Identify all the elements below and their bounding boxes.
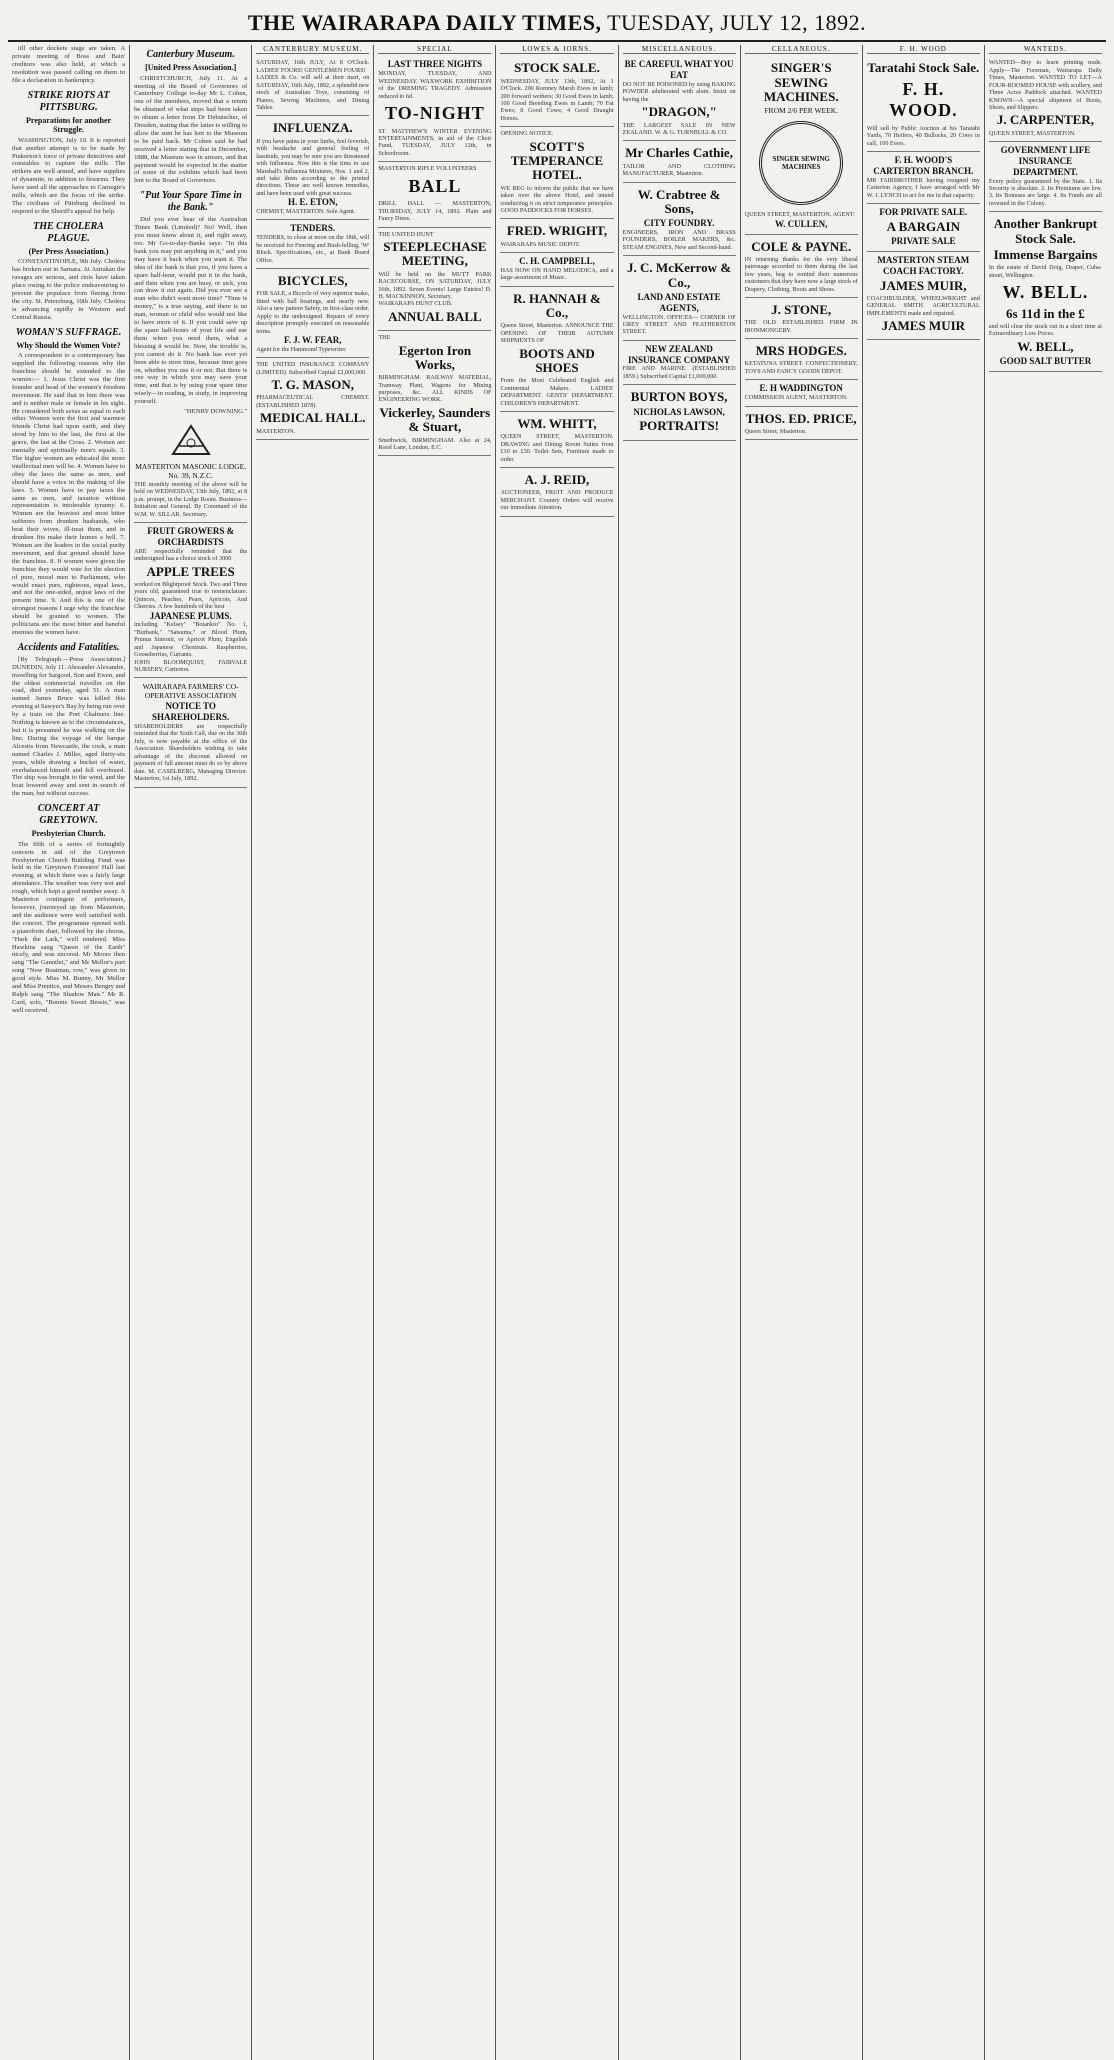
ad-sub: CITY FOUNDRY. bbox=[643, 218, 715, 229]
ad-steeplechase: THE UNITED HUNT STEEPLECHASE MEETING, Will be held on the MUTT PARK RACECOURSE, ON SATURDAY, JULY 16th, 1892. Seven Events! Large Entries! D. H. MACKINNON, Secretary. WAIRARAPA HUNT CLUB. ANNUAL BALL bbox=[378, 228, 491, 332]
ad-scotts-hotel: OPENING NOTICE. SCOTT'S TEMPERANCE HOTEL. WE BEG to inform the public that we have taken over the above Hotel, and intend conducting it on strict temperance principles. GOOD PADDOCKS FOR HORSES. bbox=[500, 127, 613, 219]
ad-masonic-lodge: MASTERTON MASONIC LODGE, No. 39, N.Z.C. THE monthly meeting of the above will be held on WEDNESDAY, 13th July, 1892, at 8 p.m. prompt, in the Lodge Room. Business—Initiation and General. By Command of the W.M. W. SILLAR, Secretary. bbox=[134, 421, 247, 523]
ad-stone: J. STONE, THE OLD ESTABLISHED FIRM IN IRONMONGERY. bbox=[745, 298, 858, 339]
column-header: CANTERBURY MUSEUM. bbox=[256, 45, 369, 54]
ad-heading: STOCK SALE. bbox=[514, 60, 600, 76]
ad-heading: J. STONE, bbox=[771, 302, 832, 317]
ad-cathie: Mr Charles Cathie, TAILOR AND CLOTHING MANUFACTURER, Masterton. bbox=[623, 141, 736, 182]
ad-chemist: H. E. ETON, bbox=[287, 197, 338, 208]
ad-heading: NEW ZEALAND INSURANCE COMPANY bbox=[628, 343, 731, 365]
ad-tonight: TO-NIGHT bbox=[385, 102, 485, 123]
ad-heading: FRUIT GROWERS & ORCHARDISTS bbox=[147, 526, 235, 547]
column-header: WANTEDS. bbox=[989, 45, 1102, 54]
ad-price: FROM 2/6 PER WEEK. bbox=[764, 106, 839, 116]
ad-heading: SCOTT'S TEMPERANCE HOTEL. bbox=[510, 138, 604, 183]
ad-singer: SINGER'S SEWING MACHINES. FROM 2/6 PER WEEK. SINGER SEWING MACHINES QUEEN STREET, MASTERTON. AGENT: W. CULLEN, bbox=[745, 56, 858, 234]
ad-influenza: INFLUENZA. If you have pains in your limbs, feel feverish, with headache and general feeling of lassitude, you may be sure you are threatened with Influenza. Now this is the time to use Marshall's Influenza Mixtures, Nos. 1 and 2, and take them according to the printed directions. These are well known remedies, and have been used with great success. H. E. ETON, CHEMIST, MASTERTON. Sole Agent. bbox=[256, 116, 369, 220]
lodge-name: MASTERTON MASONIC LODGE, No. 39, N.Z.C. bbox=[135, 461, 247, 480]
ad-campbell: C. H. CAMPBELL, HAS NOW ON HAND MELODICA, and a large assortment of Music. bbox=[500, 253, 613, 287]
ad-product: APPLE TREES bbox=[146, 563, 235, 579]
ad-reid: A. J. REID, AUCTIONEER, FRUIT AND PRODUCE MERCHANT. Country Orders will receive our immediate Attention. bbox=[500, 468, 613, 517]
ad-hodges: MRS HODGES. KETATUNA STREET. CONFECTIONERY, TOYS AND FANCY GOODS DEPOT. bbox=[745, 339, 858, 380]
ad-bell-2: W. BELL, bbox=[1017, 338, 1074, 354]
ad-heading: INFLUENZA. bbox=[272, 120, 353, 136]
ad-fruit-growers: FRUIT GROWERS & ORCHARDISTS ARE respectfully reminded that the undersigned has a choice stock of 3000 APPLE TREES worked on Blightproof Stock. Two and Three years old, guaranteed true to nomenclature. Quinces, Peaches, Pears, Apricots, And Cherries. A few hundreds of the best JAPANESE PLUMS. including "Kelsey" "Botankio" No. 1, "Burbank," "Satsuma," or Blood Plum, Prunus Simonii, or Apricot Plum, Engelish and Japanese Chestnuts. Raspberries, Gooseberries, Currants. JOHN BLOOMQUIST, FAIRVALE NURSERY, Carterton. bbox=[134, 523, 247, 678]
ad-annual-ball: ANNUAL BALL bbox=[388, 308, 482, 324]
column-header: F. H. WOOD bbox=[867, 45, 980, 54]
article-subtitle: Preparations for another Struggle. bbox=[26, 115, 112, 135]
ad-owner-2: JAMES MUIR bbox=[881, 318, 966, 334]
issue-date: TUESDAY, JULY 12, 1892. bbox=[607, 10, 867, 35]
ad-heading: C. H. CAMPBELL, bbox=[519, 256, 595, 267]
article-concert-greytown: CONCERT AT GREYTOWN. Presbyterian Church. The fifth of a series of fortnightly concerts in aid of the Greytown Presbyterian Church Building Fund was held in the Greytown Foresters' Hall last evening, at which there was a fairly large attendance. The weather was very wet and rough, which kept a good number away. A Masterton contingent of performers, however, journeyed up from Masterton, and the audience were well satisfied with the concert. The programme opened with a pianoforte duet, followed by the chorus, "Hark the Lark," well rendered. Miss Hawkins sang "Queen of the Earth" nicely, and was encored. Mr Moore then sang "The Gauntlet," and Mr Mellor's part song "Now Boatman, row," was given in good style. Miss M. Bunny, Mr Mellor and Miss Prentice, and Messrs Bengry and Ralph sang "The Shadow Man." Mr R. Card, solo, "Bonnie Sweet Bessie," was well received. bbox=[12, 803, 126, 1014]
ad-heading: GOVERNMENT LIFE INSURANCE DEPARTMENT. bbox=[1000, 145, 1091, 177]
column-2 bbox=[130, 45, 252, 2060]
ad-heading: TENDERS. bbox=[290, 223, 336, 234]
columns bbox=[8, 45, 1106, 2060]
ad-heading: Another Bankrupt Stock Sale. bbox=[993, 216, 1098, 246]
column-4 bbox=[374, 45, 496, 2060]
ad-portraits: PORTRAITS! bbox=[639, 418, 719, 434]
column-3 bbox=[252, 45, 374, 2060]
ad-heading: THOS. ED. PRICE, bbox=[745, 410, 857, 426]
ad-price: THOS. ED. PRICE, Queen Street, Masterton. bbox=[745, 407, 858, 441]
ad-heading: A. J. REID, bbox=[524, 472, 590, 488]
ad-taratahi: Taratahi Stock Sale. F. H. WOOD. Will sell by Public Auction at his Taratahi Yards, 70 Heifers, 40 Bullocks, 20 Cows in calf, 100 Ewes. bbox=[867, 56, 980, 152]
ad-mason-medical: THE UNITED INSURANCE COMPANY (LIMITED). Subscribed Capital £2,000,000. T. G. MASON, PHARMACEUTICAL CHEMIST. (ESTABLISHED 1878). MEDICAL HALL. MASTERTON. bbox=[256, 358, 369, 440]
article-title: THE CHOLERA PLAGUE. bbox=[33, 220, 104, 244]
ad-heading: F. H. WOOD'S CARTERTON BRANCH. bbox=[873, 155, 974, 176]
ad-farmers-coop: WAIRARAPA FARMERS' CO-OPERATIVE ASSOCIATION NOTICE TO SHAREHOLDERS. SHAREHOLDERS are respectfully reminded that the Sixth Call, due on the 30th July, is now payable at the office of the Association. Shareholders wishing to take advantage of the discount allowed on payment of full amount must do so by above date. M. CASELBERG, Managing Director. Masterton, 1st July, 1892. bbox=[134, 678, 247, 787]
ad-dealer: F. J. W. FEAR, bbox=[284, 334, 342, 345]
ad-heading: Taratahi Stock Sale. bbox=[867, 60, 980, 76]
ad-mckerrow: J. C. McKerrow & Co., LAND AND ESTATE AGENTS, WELLINGTON. OFFICES— CORNER OF GREY STREET AND FEATHERSTON STREET. bbox=[623, 256, 736, 341]
ad-waxworks: LAST THREE NIGHTS MONDAY, TUESDAY, AND WEDNESDAY. WAXWORK EXHIBITION of the DREMING TRAGEDY. Admission reduced to 6d. TO-NIGHT ST MATTHEW'S WINTER EVENING ENTERTAINMENTS, in aid of the Choir Fund, TUESDAY, JULY 12th, in Schoolroom. bbox=[378, 56, 491, 162]
article-subtitle: Presbyterian Church. bbox=[31, 829, 106, 839]
ad-private-sale bbox=[867, 204, 980, 252]
ad-heading: BICYCLES, bbox=[277, 273, 348, 289]
ad-stock-sale: STOCK SALE. WEDNESDAY, JULY 13th, 1892, At 1 O'Clock. 200 Romney Marsh Ewes in lamb; 200 forward wethers; 30 Good Ewes in lamb; 100 Good Breeding Ewes in Lamb; 70 Fat Ewes; 8 Good Cows; 4 Good Draught Horses. bbox=[500, 56, 613, 127]
article-canterbury-museum: Canterbury Museum. [United Press Association.] CHRISTCHURCH, July 11. At a meeting of the Board of Governors of Canterbury College to-day Mr L. Cohen, one of the members, moved that a return be obtained of what steps had been taken to obtain a letter from Dr Debutscher, of Dresden, stating that the latter is willing to allow the sum he has lent to the Museum to be paid back. Mr Cohen said he had received a letter stating that in December, 1888, the Museum was in arrears, and that payment would be expected in the matter of some of the exhibits which had been lent to the Board of Governors. bbox=[134, 49, 248, 185]
column-5 bbox=[496, 45, 618, 2060]
ad-agent: W. CULLEN, bbox=[774, 218, 828, 229]
signature: "HENRY DOWNING." bbox=[184, 408, 248, 416]
ad-hannah: R. HANNAH & Co., Queen Street, Masterton. ANNOUNCE THE OPENING OF THEIR AUTUMN SHIPMENTS OF BOOTS AND SHOES From the Most Celebrated English and Continental Makers. LADIES' DEPARTMENT. GENTS' DEPARTMENT. CHILDREN'S DEPARTMENT. bbox=[500, 287, 613, 412]
ad-careful: BE CAREFUL WHAT YOU EAT DO NOT BE POISONED by using BAKING POWDER adulterated with alum. Insist on having the "DRAGON," THE LARGEST SALE IN NEW ZEALAND. W. & G. TURNBULL & CO. bbox=[623, 56, 736, 141]
ad-firm: Vickerley, Saunders & Stuart, bbox=[379, 404, 491, 435]
paper-title: THE WAIRARAPA DAILY TIMES, bbox=[247, 10, 602, 35]
ad-bankrupt-stock: Another Bankrupt Stock Sale. Immense Bargains In the estate of David Doig, Draper, Cuba-street, Wellington. W. BELL. 6s 11d in the £ and will clear the stock out in a short time at Extraordinary Low Prices. W. BELL, GOOD SALT BUTTER bbox=[989, 212, 1102, 372]
ad-heading: Mr Charles Cathie, bbox=[625, 145, 733, 161]
ad-heading-2: PRIVATE SALE bbox=[891, 236, 956, 247]
ad-wanteds: WANTED—Boy to learn printing trade. Apply—The Foreman, Wairarapa Daily Times, Masterton. WANTED TO LET—A FOUR-ROOMED HOUSE with scullery, and Three Acres Paddock attached. WANTED KNOWN—A special shipment of Boots, Shoes, and Slippers. J. CARPENTER, QUEEN STREET, MASTERTON. bbox=[989, 56, 1102, 142]
column-9 bbox=[985, 45, 1106, 2060]
ad-bicycles: BICYCLES, FOR SALE, a Bicycle of very superior make, fitted with ball bearings, and nearly new. Also a new pattern Safety, in first-class order. Apply to the undersigned. Repairs of every description promptly executed on reasonable terms. F. J. W. FEAR, Agent for the Hammond Typewriter. bbox=[256, 269, 369, 358]
ad-bargain: A BARGAIN bbox=[886, 218, 960, 234]
ad-ball: SATURDAY, 16th JULY, At 8 O'Clock. LADIES' FOURS! GENTLEMEN FOURS! LADIES & Co. will sell at their mart, on SATURDAY, 16th July, 1892, a splendid new stock of Australian Toys, consisting of Pianos, Sewing Machines, and Dining Tables. bbox=[256, 56, 369, 116]
ad-product: "DRAGON," bbox=[641, 104, 717, 120]
ad-heading: FRED. WRIGHT, bbox=[506, 223, 608, 239]
ad-product: BOOTS AND SHOES bbox=[519, 345, 595, 375]
ad-burton bbox=[623, 385, 736, 440]
masonic-emblem-icon bbox=[171, 424, 211, 458]
ad-coach-factory: MASTERTON STEAM COACH FACTORY. JAMES MUIR, COACHBUILDER, WHEELWRIGHT and GENERAL SMITH. AGRICULTURAL IMPLEMENTS made and repaired. JAMES MUIR bbox=[867, 252, 980, 341]
ad-heading: COLE & PAYNE. bbox=[751, 238, 852, 254]
article-spare-time: "Put Your Spare Time in the Bank." Did you ever hear of the Australian Times Bank (Limited)? No! Well, then you must know about it, and right away, too. Mr Go-to-day-Banks says: "In this bank you may put anything in it," and you may have it back when you want it. The idea of the bank is that you, if you have a spare half-hour, would put it in the bank, and then when you are busy, or sick, you can draw it out again. Did you ever see a man who didn't want more time? "Time is money," is a true saying, and there is no man, woman or child who would not like to have more of it. If you could save up the spare half-hours of your life and use them when you need them, what a blessing it would be. Now, the trouble is, you cannot do it. No bank has ever yet been able to store time, because time goes on, whether you use it or not. But there is one way in which you may save your time, and that is by using your spare time wisely—in reading, in study, in improving yourself. "HENRY DOWNING." bbox=[134, 190, 248, 416]
ad-heading: WM. WHITT, bbox=[517, 416, 597, 432]
article-womans-suffrage: WOMAN'S SUFFRAGE. Why Should the Women Vote? A correspondent to a contemporary has supplied the following reasons why the franchise should be extended to the women:— 1. Jesus Christ was the first founder and head of the women's freedom movement. He said that in him there was and is neither male or female in his sight. He considered both sexes as equal to each other. Women were the first and warmest friends Christ had upon earth, and they stood by him to the last, the first at the grave, the last at the Cross. 2. Women are mentally and spiritually men's equals. 3. The higher women are educated the more intellectual men will be. 4. Women have to obey the laws the same as men, and should have a voice in the making of the laws. 5. Women have to pay taxes the same as men, and taxation without representation is intolerable tyranny. 6. Women are the heaviest and most bitter sufferers from drunken husbands, who beat their wives, ill-treat them, and in drunken fits make their homes a hell. 7. Women are the leaders in the social purity movement, and that ground should have the franchise. 8. If women were given the franchise they would vote for the election of pure, moral men to Parliament, who would enact pure, righteous, equal laws, and not the one-sided, unjust laws of the present time. 9. And this is one of the strongest reasons I urge why the franchise should be granted to women. The politicians are the most bitter and baneful enemies the women have. bbox=[12, 326, 126, 636]
ad-heading: W. Crabtree & Sons, bbox=[637, 186, 721, 216]
ad-heading: J. C. McKerrow & Co., bbox=[627, 260, 732, 290]
ad-heading: BE CAREFUL WHAT YOU EAT bbox=[624, 59, 734, 81]
ad-waddington: E. H WADDINGTON COMMISSION AGENT, MASTERTON. bbox=[745, 380, 858, 406]
ad-heading: BALL bbox=[408, 175, 462, 196]
ad-bargains: Immense Bargains bbox=[993, 246, 1098, 262]
article-accidents: Accidents and Fatalities. [By Telegraph.—Press Association.] DUNEDIN, July 11. Alexander Alexandre, travelling for Sargood, Son and Ewen, and the oldest commercial traveller on the road, died yesterday, aged 51. A man named James Bruce was killed this evening at Sawyer's Bay by being run over by a train on the Port Chalmers line. Nothing is known as to the circumstances, but it is presumed he was walking on the line. During the voyage of the barque Alcestis from Newcastle, the cook, a man named Charles J. Miller, aged thirty-six years, while drawing a bucket of water, overbalanced himself and fell overboard. The ship was brought to the wind, and the boat lowered away and sent in search of the man, but without success. bbox=[12, 641, 126, 798]
column-7 bbox=[741, 45, 863, 2060]
ad-notice: NOTICE TO SHAREHOLDERS. bbox=[152, 701, 230, 723]
ad-carpenter: J. CARPENTER, bbox=[996, 112, 1094, 128]
article-cholera: THE CHOLERA PLAGUE. (Per Press Association.) CONSTANTINOPLE, 9th July. Cholera has broken out in Samara. At Astrakan the ravages are serious, and riots have taken place owing to the police endeavouring to prevent the populace from fleeing from the city. St. Petersburg, 10th July. Cholera is advancing rapidly in Western and Central Russia. bbox=[12, 220, 126, 321]
article-title: Accidents and Fatalities. bbox=[17, 641, 120, 653]
ad-crabtree: W. Crabtree & Sons, CITY FOUNDRY. ENGINEERS, IRON AND BRASS FOUNDERS, BOILER MAKERS, &c. STEAM ENGINES, New and Second-hand. bbox=[623, 183, 736, 257]
ad-cole-payne: COLE & PAYNE. IN returning thanks for the very liberal patronage accorded to them during the last few years, beg to remind their numerous customers that they have now a large stock of Drapery, Clothing, Boots and Shoes. bbox=[745, 235, 858, 298]
ad-business: MEDICAL HALL. bbox=[260, 410, 366, 426]
column-header: CELLANEOUS. bbox=[745, 45, 858, 54]
ad-heading: Egerton Iron Works, bbox=[398, 342, 472, 372]
ad-sub: LAND AND ESTATE AGENTS, bbox=[637, 291, 721, 313]
ad-heading: R. HANNAH & Co., bbox=[513, 290, 601, 321]
ad-heading: LAST THREE NIGHTS bbox=[387, 59, 482, 70]
ad-govt-insurance: GOVERNMENT LIFE INSURANCE DEPARTMENT. Every policy guaranteed by the State. 1. Its Security is absolute. 2. Its Premiums are low. 3. Its Bonuses are large. 4. Its Funds are all invested in the Colony. bbox=[989, 142, 1102, 212]
ad-ball: MASTERTON RIFLE VOLUNTEERS BALL DRILL HALL — MASTERTON, THURSDAY, JULY 14, 1892. Plain and Fancy Dress. bbox=[378, 162, 491, 227]
ad-egerton: THE Egerton Iron Works, BIRMINGHAM. RAILWAY MATERIAL, Tramway Plant, Wagons for Mining purposes, &c. ALL KINDS OF ENGINEERING WORK. Vickerley, Saunders & Stuart, Smethwick, BIRMINGHAM. Also at 24, Rood Lane, London, E.C. bbox=[378, 331, 491, 456]
ad-fred-wright: FRED. WRIGHT, WAIRARAPA MUSIC DEPOT. bbox=[500, 219, 613, 253]
column-header: MISCELLANEOUS. bbox=[623, 45, 736, 54]
article-title: STRIKE RIOTS AT PITTSBURG. bbox=[27, 89, 110, 113]
column-8 bbox=[863, 45, 985, 2060]
article-title: "Put Your Spare Time in the Bank." bbox=[139, 190, 242, 214]
ad-heading: WAIRARAPA FARMERS' CO-OPERATIVE ASSOCIATION bbox=[142, 682, 239, 701]
ad-heading: STEEPLECHASE MEETING, bbox=[383, 239, 487, 269]
ad-name: T. G. MASON, bbox=[271, 377, 354, 393]
ad-carterton: F. H. WOOD'S CARTERTON BRANCH. MR FAIRBROTHER having resigned my Carterton Agency, I have arranged with Mr W. J. LYNCH to act for me in that capacity. bbox=[867, 152, 980, 204]
ad-sub: NICHOLAS LAWSON, bbox=[633, 406, 725, 417]
ad-nz-insurance: NEW ZEALAND INSURANCE COMPANY FIRE AND MARINE. (ESTABLISHED 1859.) Subscribed Capital £1,000,000. bbox=[623, 341, 736, 385]
article-subtitle: [United Press Association.] bbox=[145, 63, 237, 72]
article-subtitle: Why Should the Women Vote? bbox=[16, 340, 121, 350]
ad-heading: BURTON BOYS, bbox=[630, 389, 728, 405]
singer-emblem-icon: SINGER SEWING MACHINES bbox=[759, 121, 843, 205]
column-1: till other dockets stage are taken. A private meeting of Boss and Bain' creditors was also held, at which a resolution was passed calling on them to file a declaration in bankruptcy. STRIKE RIOTS AT PITTSBURG. Preparations for another Struggle. WASHINGTON, July 10. It is reported that another attempt is to be made by Pinkerton's force of private detectives and constables to capture the mills. The strikers are well armed, and have supplies of dynamite, in addition to firearms. They have used all the approaches to Carnegie's mills, which are the focus of the strike. The civilians of Pittsburg declined to respond to the Sheriff's appeal for help. THE CHOLERA PLAGUE. (Per Press Association.) CONSTANTINOPLE, 9th July. Cholera has broken out in Samara. At Astrakan the ravages are serious, and riots have taken place owing to the police endeavouring to prevent the populace from fleeing from the city. St. Petersburg, 10th July. Cholera is advancing rapidly in Western and Central Russia. WOMAN'S SUFFRAGE. Why Should the Women Vote? A correspondent to a contemporary has supplied the following reasons why the franchise should be extended to the women:— 1. Jesus Christ was the first founder and head of the women's freedom movement. He said that in him there was and is neither male or female in his sight. He considered both sexes as equal to each other. Women were the first and warmest friends Christ had upon earth, and they stood by him to the last, the first at the grave, the last at the Cross. 2. Women are mentally and spiritually men's equals. 3. The higher women are educated the more intellectual men will be. 4. Women have to obey the laws the same as men, and should have a voice in the making of the laws. 5. Women have to pay taxes the same as men, and taxation without representation is intolerable tyranny. 6. Women are the heaviest and most bitter sufferers from drunken husbands, who beat their wives, ill-treat them, and in drunken fits make their homes a hell. 7. Women are the leaders in the social purity movement, and that ground should have the franchise. 8. If women were given the franchise they would vote for the election of pure, moral men to Parliament, who would enact pure, righteous, equal laws, and not the one-sided, unjust laws of the present time. 9. And this is one of the strongest reasons I urge why the franchise should be granted to women. The politicians are the most bitter and baneful enemies the women have. Accidents and Fatalities. [By Telegraph.—Press Association.] DUNEDIN, July 11. Alexander Alexandre, travelling for Sargood, Son and Ewen, and the oldest commercial traveller on the road, died yesterday, aged 51. A man named James Bruce was killed this evening at Sawyer's Bay by being run over by a train on the Port Chalmers line. Nothing is known as to the circumstances, but it is presumed he was walking on the line. During the voyage of the barque Alcestis from Newcastle, the cook, a man named Charles J. Miller, aged thirty-six years, while drawing a bucket of water, overbalanced himself and fell overboard. The ship was brought to the wind, and the boat lowered away and sent in search of the man, but without success. CONCERT AT GREYTOWN. Presbyterian Church. The fifth of a series of fortnightly concerts in aid of the Greytown Presbyterian Church Building Fund was held in the Greytown Foresters' Hall last evening, at which there was a fairly large attendance. The weather was very wet and rough, which kept a good number away. A Masterton contingent of performers, however, journeyed up from Masterton, and the audience were well satisfied with the concert. The programme opened with a pianoforte duet, followed by the chorus, "Hark the Lark," well rendered. Miss Hawkins sang "Queen of the Earth" nicely, and was encored. Mr Moore then sang "The Gauntlet," and Mr Mellor's part song "Now Boatman, row," was given in good style. Miss M. Bunny, Mr Mellor and Miss Prentice, and Messrs Bengry and Ralph sang "The Shadow Man." Mr R. Card, solo, "Bonnie Sweet Bessie," was well received. bbox=[8, 45, 130, 2060]
column-6 bbox=[619, 45, 741, 2060]
ad-heading: FOR PRIVATE SALE. bbox=[879, 207, 968, 218]
article-title: Canterbury Museum. bbox=[146, 49, 235, 60]
ad-price: 6s 11d in the £ bbox=[1006, 305, 1085, 321]
ad-auctioneer: F. H. WOOD. bbox=[889, 78, 958, 121]
ad-product: JAPANESE PLUMS. bbox=[149, 610, 232, 621]
ad-owner: JAMES MUIR, bbox=[879, 277, 967, 293]
ad-heading: E. H WADDINGTON bbox=[759, 383, 843, 394]
ad-bell: W. BELL. bbox=[1002, 282, 1089, 303]
column-header: SPECIAL bbox=[378, 45, 491, 54]
masthead bbox=[8, 8, 1106, 42]
article-strike-riots: STRIKE RIOTS AT PITTSBURG. Preparations for another Struggle. WASHINGTON, July 10. It is reported that another attempt is to be made by Pinkerton's force of private detectives and constables to capture the mills. The strikers are well armed, and have supplies of dynamite, in addition to firearms. They have used all the approaches to Carnegie's mills, which are the focus of the strike. The civilians of Pittsburg declined to respond to the Sheriff's appeal for help. bbox=[12, 89, 126, 215]
ad-heading: MRS HODGES. bbox=[755, 343, 847, 359]
article-title: CONCERT AT GREYTOWN. bbox=[37, 803, 100, 827]
ad-whitt: WM. WHITT, QUEEN STREET, MASTERTON. DRAWING and Dining Room Suites from £10 to £30. Toilet Sets, Furniture made to order. bbox=[500, 412, 613, 468]
article-title: WOMAN'S SUFFRAGE. bbox=[15, 326, 122, 338]
ad-tenders: TENDERS. TENDERS, to close at noon on the 18th, will be received for Fencing and Bush-felling, 'W' Block. Specifications, etc., at Bank Board Office. bbox=[256, 220, 369, 269]
article-subtitle: (Per Press Association.) bbox=[28, 246, 109, 256]
ad-heading: SINGER'S SEWING MACHINES. bbox=[763, 60, 839, 104]
column-header: LOWES & IORNS. bbox=[500, 45, 613, 54]
ad-heading: MASTERTON STEAM COACH FACTORY. bbox=[877, 254, 970, 276]
ad-butter: GOOD SALT BUTTER bbox=[999, 356, 1092, 367]
